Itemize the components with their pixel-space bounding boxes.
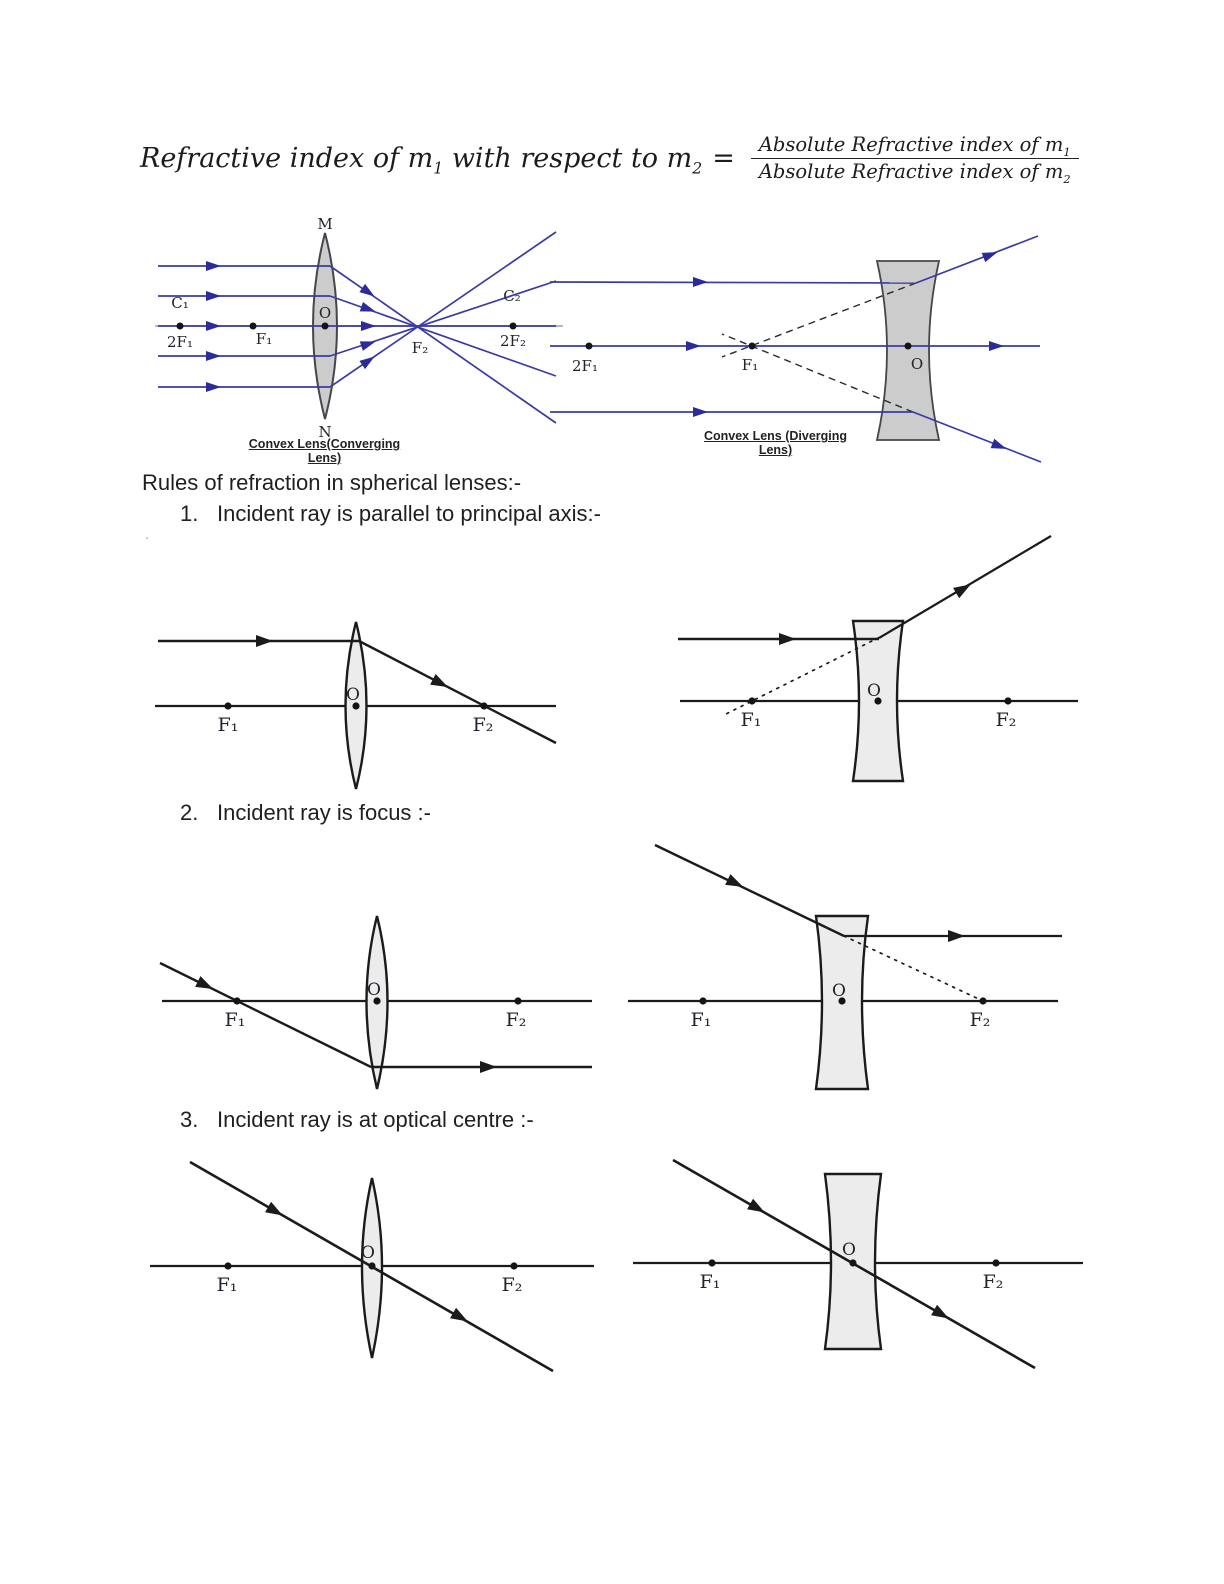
label-f2: F₂: [969, 1009, 991, 1031]
arrowhead-icon: [982, 247, 1000, 262]
point-f1: [749, 343, 756, 350]
label-f1: F₁: [690, 1009, 712, 1031]
diverging-lens-caption: Convex Lens (Diverging Lens): [703, 429, 848, 457]
arrowhead-icon: [450, 1308, 471, 1327]
label-f1: F₁: [217, 714, 239, 736]
point-2f1: [586, 343, 593, 350]
rule-3-text: Incident ray is at optical centre :-: [217, 1107, 534, 1132]
label-o: O: [867, 681, 881, 701]
refractive-index-formula: [140, 133, 1079, 187]
stray-mark: .: [145, 526, 149, 542]
point-f1: [699, 997, 706, 1004]
point-f2: [480, 702, 487, 709]
rule-1-text: Incident ray is parallel to principal axis:-: [217, 501, 601, 526]
arrowhead-icon: [725, 874, 746, 892]
arrowhead-icon: [256, 635, 273, 647]
fraction-denominator: [751, 159, 1079, 187]
arrowhead-icon: [948, 930, 965, 942]
point-f1: [233, 997, 240, 1004]
rules-heading: Rules of refraction in spherical lenses:-: [142, 470, 522, 495]
arrowhead-icon: [430, 674, 451, 692]
arrowhead-icon: [991, 439, 1009, 454]
point-o: [905, 343, 912, 350]
label-f2: F₂: [995, 709, 1017, 731]
incident-ray: [160, 963, 371, 1067]
label-o: O: [361, 1243, 375, 1263]
rule-item-2: [180, 800, 431, 826]
label-f2: F₂: [411, 339, 429, 357]
rule-1-number: 1.: [180, 501, 199, 526]
incident-ray: [655, 845, 844, 936]
point-o: [322, 323, 329, 330]
point-f1: [250, 323, 257, 330]
point-f1: [224, 1262, 231, 1269]
label-n: N: [318, 423, 332, 441]
label-f2: F₂: [505, 1009, 527, 1031]
label-f2: F₂: [472, 714, 494, 736]
formula-left-side: [140, 143, 735, 178]
point-2f2: [510, 323, 517, 330]
arrowhead-icon: [693, 277, 708, 287]
label-f1: F₁: [255, 330, 273, 348]
point-f2: [979, 997, 986, 1004]
label-o: O: [910, 355, 924, 373]
arrowhead-icon: [206, 321, 221, 331]
point-f2: [992, 1259, 999, 1266]
point-f2: [510, 1262, 517, 1269]
arrowhead-icon: [361, 321, 376, 331]
rule-2-number: 2.: [180, 800, 199, 825]
converging-lens-diagram: [150, 215, 570, 462]
equals-sign: =: [712, 143, 735, 175]
arrowhead-icon: [931, 1305, 952, 1324]
denominator-sub: 2: [1063, 173, 1071, 187]
concave-lens-body: [877, 261, 939, 440]
rule-item-3: [180, 1107, 534, 1133]
point-f1: [708, 1259, 715, 1266]
arrowhead-icon: [265, 1202, 286, 1221]
arrowhead-icon: [686, 341, 701, 351]
numerator-text: Absolute Refractive index of m: [758, 133, 1064, 156]
arrowhead-icon: [693, 407, 708, 417]
refracted-ray: [916, 236, 1038, 283]
rule-item-1: [180, 501, 601, 527]
point-f1: [748, 697, 755, 704]
label-o: O: [842, 1240, 856, 1260]
arrowhead-icon: [747, 1199, 768, 1218]
label-c2: C₂: [503, 287, 521, 305]
point-o: [849, 1259, 856, 1266]
label-f2: F₂: [982, 1271, 1004, 1293]
arrowhead-icon: [989, 341, 1004, 351]
arrowhead-icon: [206, 382, 221, 392]
label-o: O: [367, 980, 381, 1000]
arrowhead-icon: [359, 352, 377, 369]
rule3-convex-diagram: [145, 1140, 600, 1410]
ray-arrowheads: [686, 247, 1008, 453]
label-o: O: [346, 685, 360, 705]
label-f1: F₁: [224, 1009, 246, 1031]
arrowhead-icon: [195, 976, 216, 994]
arrowhead-icon: [206, 351, 221, 361]
rule-2-text: Incident ray is focus :-: [217, 800, 431, 825]
formula-fraction: [751, 133, 1079, 187]
label-c1: C₁: [171, 294, 189, 312]
point-o: [368, 1262, 375, 1269]
rule3-concave-diagram: [625, 1135, 1085, 1411]
formula-lhs-sub: 1: [433, 158, 444, 178]
arrowhead-icon: [360, 302, 377, 316]
arrowhead-icon: [480, 1061, 497, 1073]
formula-mid-text: with respect to m: [443, 143, 693, 175]
arrowhead-icon: [206, 261, 221, 271]
label-f2: F₂: [501, 1274, 523, 1296]
rule-3-number: 3.: [180, 1107, 199, 1132]
converging-lens-caption: Convex Lens(Converging Lens): [248, 437, 401, 465]
rule2-concave-diagram: [620, 830, 1070, 1096]
point-f2: [514, 997, 521, 1004]
refracted-ray: [359, 641, 556, 743]
fraction-numerator: [751, 134, 1079, 159]
label-o: O: [318, 304, 332, 322]
arrowhead-icon: [359, 284, 377, 301]
label-2f1: 2F₁: [572, 357, 598, 375]
arrowhead-icon: [779, 633, 796, 645]
point-2f1: [177, 323, 184, 330]
label-2f2: 2F₂: [500, 332, 526, 350]
arrowhead-icon: [360, 337, 377, 351]
point-f2: [1004, 697, 1011, 704]
label-f1: F₁: [741, 356, 759, 374]
label-f1: F₁: [216, 1274, 238, 1296]
label-f1: F₁: [740, 709, 762, 731]
label-m: M: [317, 215, 333, 233]
incident-ray: [550, 282, 916, 283]
numerator-sub: 1: [1063, 145, 1071, 159]
rule2-convex-diagram: [150, 850, 602, 1100]
label-f1: F₁: [699, 1271, 721, 1293]
arrowhead-icon: [206, 291, 221, 301]
rule1-concave-diagram: [655, 525, 1085, 791]
point-f1: [224, 702, 231, 709]
arrowhead-icon: [953, 579, 974, 598]
label-2f1: 2F₁: [167, 333, 193, 351]
rule1-convex-diagram: [148, 600, 600, 796]
denominator-text: Absolute Refractive index of m: [758, 160, 1064, 184]
label-o: O: [832, 981, 846, 1001]
formula-mid-sub: 2: [692, 158, 703, 178]
formula-lhs-text: Refractive index of m: [140, 143, 434, 175]
